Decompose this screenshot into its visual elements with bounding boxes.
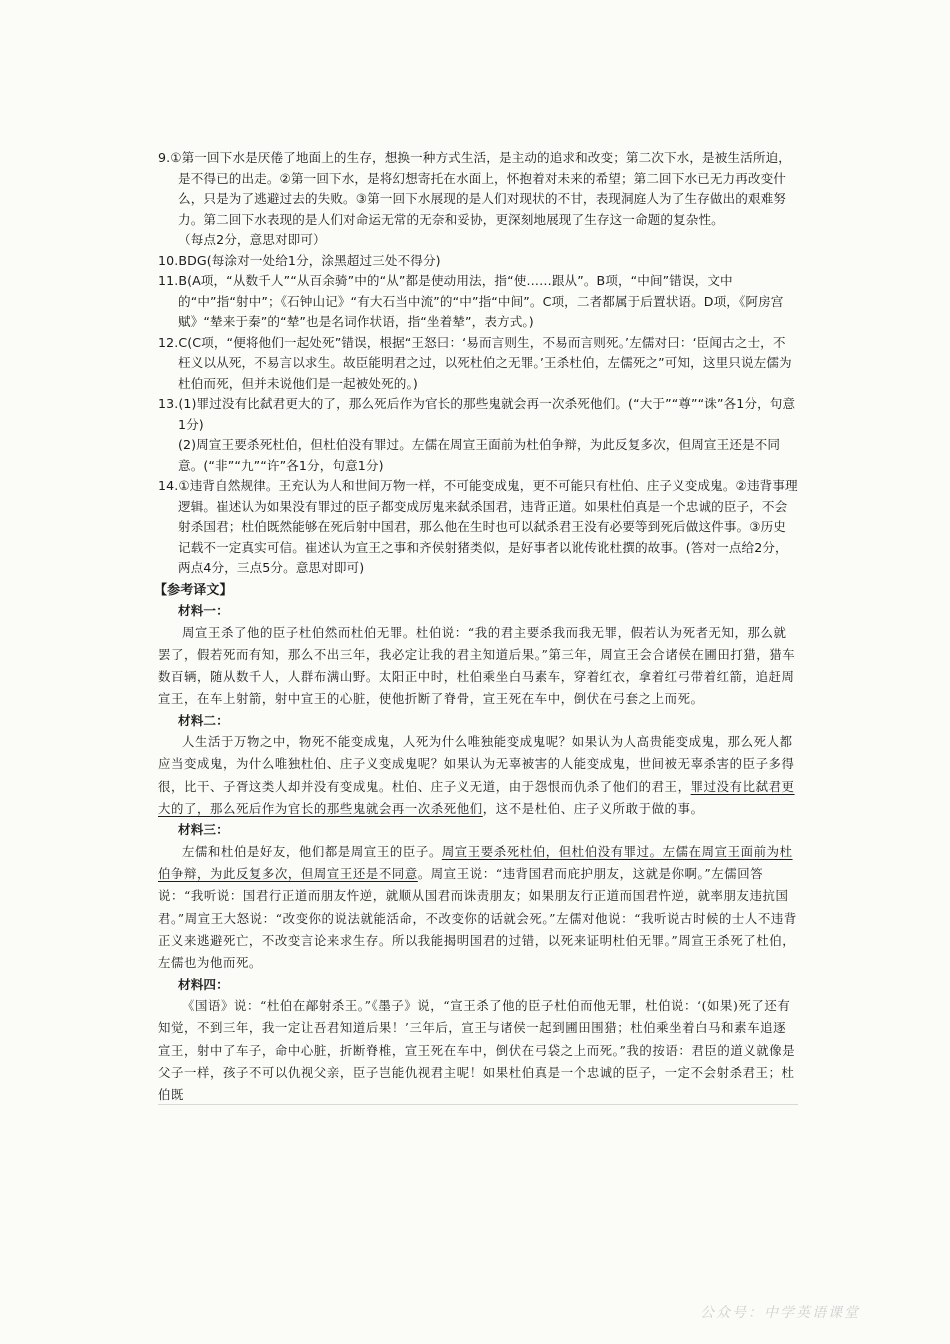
answer-9 [158,148,798,251]
material-1-text: 周宣王杀了他的臣子杜伯然而杜伯无罪。杜伯说：“我的君主要杀我而我无罪，假若认为死者无知，那么就罢了，假若死而有知，那么不出三年，我必定让我的君主知道后果。”第三年，周宣王会合诸侯在圃田打猎，猎车数百辆，随从数千人，人群布满山野。太阳正中时，杜伯乘坐白马素车，穿着红衣，拿着红弓带着红箭，追赶周宣王，在车上射箭，射中宣王的心脏，使他折断了脊骨，宣王死在车中，倒伏在弓套之上而死。 [158,624,796,707]
material-4-title: 材料四： [178,976,229,992]
material-1-title: 材料一： [178,603,229,618]
material-3-text [158,841,798,975]
answer-9-text: 9.①第一回下水是厌倦了地面上的生存，想换一种方式生活，是主动的追求和改变；第二次下水，是被生活所迫，是不得已的出走。②第一回下水，是将幻想寄托在水面上，怀抱着对未来的希望；第二回下水已无力再改变什么，只是为了逃避过去的失败。③第一回下水展现的是人们对现状的不甘，表现洞庭人为了生存做出的艰难努力。第二回下水表现的是人们对命运无常的无奈和妥协，更深刻地展现了生存这一命题的复杂性。 [158,150,791,227]
answer-9-score: （每点2分，意思对即可） [178,232,326,247]
material-4-text: 《国语》说：“杜伯在鄗射杀王。”《墨子》说，“宣王杀了他的臣子杜伯而他无罪，杜伯说：‘(如果)死了还有知觉，不到三年，我一定让吾君知道后果！’三年后，宣王与诸侯一起到圃田围猎；杜伯乘坐着白马和素车追逐宣王，射中了车子，命中心脏，折断脊椎，宣王死在车中，倒伏在弓袋之上而死。”我的按语：君臣的道义就像是父子一样，孩子不可以仇视父亲，臣子岂能仇视君主呢！如果杜伯真是一个忠诚的臣子，一定不会射杀君王；杜伯既 [158,998,796,1103]
material-3-after: 。周宣王说：“违背国君而庇护朋友，这就是你啊。”左儒回答说：“我听说：国君行正道而朋友忤逆，就顺从国君而诛责朋友；如果朋友行正道而国君忤逆，就率朋友违抗国君。”周宣王大怒说：“改变你的说法就能活命，不改变你的话就会死。”左儒对他说：“我听说古时候的士人不违背正义来逃避死亡，不改变言论来求生存。所以我能揭明国君的过错，以死来证明杜伯无罪。”周宣王杀死了杜伯，左儒也为他而死。 [158,866,797,971]
answer-13 [158,394,798,476]
answer-12: 12.C(C项，“便将他们一起处死”错误，根据“王怒曰：‘易而言则生，不易而言则死。’左儒对曰：‘臣闻古之士，不枉义以从死，不易言以求生。故臣能明君之过，以死杜伯之无罪。’王杀杜伯，左儒死之”可知，这里只说左儒为杜伯而死，但并未说他们是一起被处死的。) [158,334,792,391]
material-2-after: ，这不是杜伯、庄子义所敢于做的事。 [482,801,704,817]
material-2-before: 人生活于万物之中，物死不能变成鬼，人死为什么唯独能变成鬼呢？如果认为人高贵能变成鬼，那么死人都应当变成鬼，为什么唯独杜伯、庄子义变成鬼呢？如果认为无辜被害的人能变成鬼，世间被无辜杀害的臣子多得很，比干、子胥这类人却并没有变成鬼。杜伯、庄子义无道，由于怨恨而仇杀了他们的君王， [158,734,795,794]
material-2-title: 材料二： [178,712,229,728]
material-3-title: 材料三： [178,822,229,838]
translation-heading: 【参考译文】 [154,582,233,598]
answer-13-part2: (2)周宣王要杀死杜伯，但杜伯没有罪过。左儒在周宣王面前为杜伯争辩，为此反复多次，但周宣王还是不同意。(“非”“九”“许”各1分，句意1分) [178,437,781,473]
material-2-underlined: 罪过没有比弑君更大的了，那么死后作为官长的那些鬼就会再一次杀死他们 [158,778,795,817]
material-3-underlined: 周宣王要杀死杜伯，但杜伯没有罪过。左儒在周宣王面前为杜伯争辩，为此反复多次，但周宣王还是不同意 [158,843,793,882]
answer-key [154,148,798,1107]
answer-11: 11.B(A项，“从数千人”“从百余骑”中的“从”都是使动用法，指“使……跟从”。B项，“中间”错误，文中的“中”指“射中”；《石钟山记》“有大石当中流”的“中”指“中间”。C项，二者都属于后置状语。D项，《阿房宫赋》“辇来于秦”的“辇”也是名词作状语，指“坐着辇”，表方式。) [158,273,784,329]
answer-14: 14.①违背自然规律。王充认为人和世间万物一样，不可能变成鬼，更不可能只有杜伯、庄子义变成鬼。②违背事理逻辑。崔述认为如果没有罪过的臣子都变成厉鬼来弑杀国君，违背正道。如果杜伯真是一个忠诚的臣子，不会射杀国君；杜伯既然能够在死后射中国君，那么他在生时也可以弑杀君王没有必要等到死后做这件事。③历史记载不一定真实可信。崔述认为宣王之事和齐侯射猪类似，是好事者以讹传讹杜撰的故事。(答对一点给2分，两点4分，三点5分。意思对即可) [158,478,798,575]
answer-13-part1: 13.(1)罪过没有比弑君更大的了，那么死后作为官长的那些鬼就会再一次杀死他们。(“大于”“尊”“诛”各1分，句意1分) [158,396,796,432]
answer-10: 10.BDG(每涂对一处给1分，涂黑超过三处不得分) [158,252,441,268]
material-3-before: 左儒和杜伯是好友，他们都是周宣王的臣子。 [182,843,442,859]
scan-edge-line [158,1104,798,1105]
material-2-text [158,731,798,820]
watermark: 公众号：中学英语课堂 [700,1305,860,1321]
